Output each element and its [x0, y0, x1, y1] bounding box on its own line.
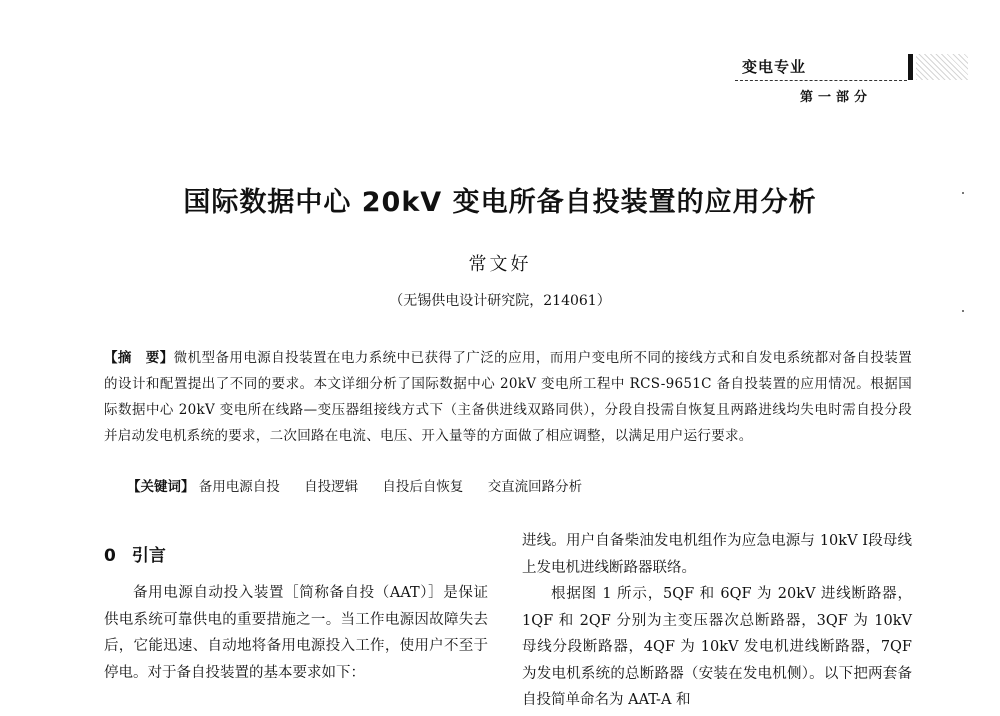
- body-paragraph: 备用电源自动投入装置［简称备自投（AAT）］是保证供电系统可靠供电的重要措施之一。当工作电源因故障失去后，它能迅速、自动地将备用电源投入工作，使用户不至于停电。对于备自投装置的基本要求如下：: [104, 585, 488, 681]
- running-header-part: 第一部分: [800, 90, 873, 105]
- abstract-label: 【摘 要】: [104, 350, 174, 366]
- body-paragraph: 根据图 1 所示，5QF 和 6QF 为 20kV 进线断路器，1QF 和 2QF 分别为主变压器次总断路器，3QF 为 10kV 母线分段断路器，4QF 为 10kV 发电机进线断路器，7QF 为发电机系统的总断路器（安装在发电机侧）。以下把两套备自投简单命名为 AAT-A 和: [522, 586, 912, 708]
- right-column: [522, 528, 912, 714]
- author-affiliation: （无锡供电设计研究院，214061）: [389, 293, 611, 309]
- abstract-text: 微机型备用电源自投装置在电力系统中已获得了广泛的应用，而用户变电所不同的接线方式和自发电系统都对备自投装置的设计和配置提出了不同的要求。本文详细分析了国际数据中心 20kV 变电所工程中 RCS-9651C 备自投装置的应用情况。根据国际数据中心 20kV 变电所在线路—变压器组接线方式下（主备供进线双路同供），分段自投需自恢复且两路进线均失电时需自投分段并启动发电机系统的要求，二次回路在电流、电压、开入量等的方面做了相应调整，以满足用户运行要求。: [104, 350, 912, 444]
- abstract: [104, 345, 912, 449]
- keyword-item: 自投后自恢复: [382, 479, 464, 495]
- header-bar: [908, 54, 913, 80]
- running-header-section: 变电专业: [742, 58, 807, 76]
- section-title: 引言: [131, 546, 166, 566]
- keywords: [127, 475, 602, 495]
- section-number: 0: [104, 546, 116, 566]
- paper-title: 国际数据中心 20kV 变电所备自投装置的应用分析: [183, 187, 817, 218]
- scan-speck: [962, 310, 964, 312]
- body-paragraph: 进线。用户自备柴油发电机组作为应急电源与 10kV Ⅰ段母线上发电机进线断路器联络。: [522, 533, 912, 576]
- keyword-item: 自投逻辑: [304, 479, 359, 495]
- keywords-label: 【关键词】: [127, 479, 195, 495]
- left-column: [104, 580, 488, 686]
- section-heading: [104, 541, 166, 566]
- scan-speck: [962, 192, 964, 194]
- author-name: 常文好: [468, 254, 532, 275]
- keyword-item: 交直流回路分析: [487, 479, 583, 495]
- header-texture: [916, 54, 968, 80]
- header-rule: [735, 80, 907, 81]
- keyword-item: 备用电源自投: [198, 479, 280, 495]
